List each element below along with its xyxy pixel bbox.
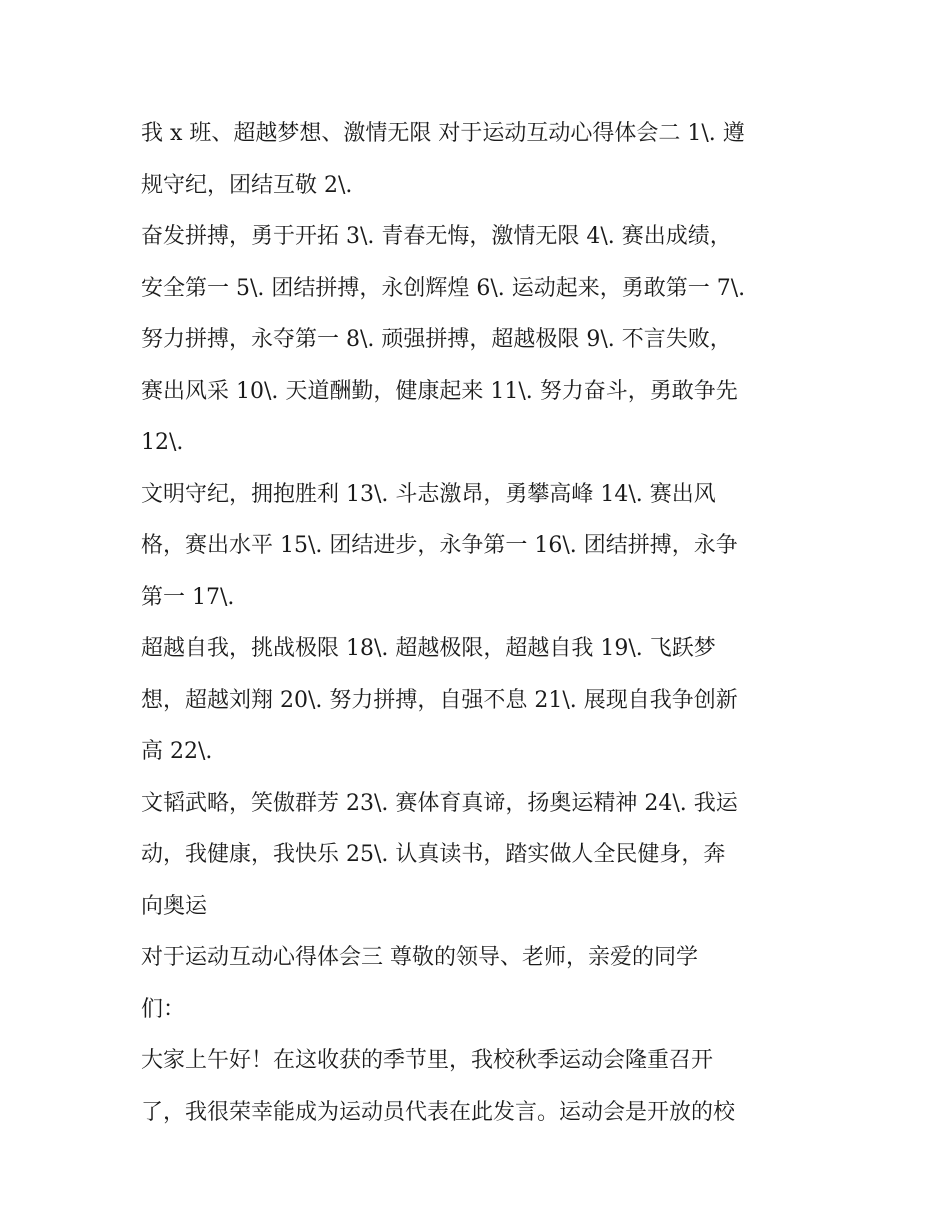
- text-line: 了，我很荣幸能成为运动员代表在此发言。运动会是开放的校: [141, 1099, 736, 1125]
- text-line: 规守纪，团结互敬 2\.: [141, 172, 353, 198]
- text-line: 高 22\.: [141, 739, 213, 764]
- text-line: 奋发拼搏，勇于开拓 3\. 青春无悔，激情无限 4\. 赛出成绩，: [141, 224, 732, 249]
- text-line: 动，我健康，我快乐 25\. 认真读书，踏实做人全民健身，奔: [141, 842, 726, 867]
- text-line: 对于运动互动心得体会三 尊敬的领导、老师，亲爱的同学: [141, 945, 698, 970]
- text-line: 12\.: [141, 430, 184, 455]
- document-body: [141, 108, 821, 1138]
- text-line: 第一 17\.: [141, 584, 235, 610]
- text-line: 向奥运: [141, 893, 208, 919]
- text-line: 安全第一 5\. 团结拼搏，永创辉煌 6\. 运动起来，勇敢第一 7\.: [141, 275, 746, 301]
- text-line: 们：: [141, 996, 186, 1022]
- text-line: 超越自我，挑战极限 18\. 超越极限，超越自我 19\. 飞跃梦: [141, 636, 716, 661]
- text-line: 大家上午好！在这收获的季节里，我校秋季运动会隆重召开: [141, 1048, 714, 1073]
- text-line: 格，赛出水平 15\. 团结进步，永争第一 16\. 团结拼搏，永争: [141, 533, 738, 558]
- text-line: 赛出风采 10\. 天道酬勤，健康起来 11\. 努力奋斗，勇敢争先: [141, 378, 738, 404]
- text-line: 文韬武略，笑傲群芳 23\. 赛体育真谛，扬奥运精神 24\. 我运: [141, 790, 738, 816]
- text-line: 想，超越刘翔 20\. 努力拼搏，自强不息 21\. 展现自我争创新: [141, 687, 738, 713]
- text-line: 我 x 班、超越梦想、激情无限 对于运动互动心得体会二 1\. 遵: [141, 121, 745, 146]
- text-line: 努力拼搏，永夺第一 8\. 顽强拼搏，超越极限 9\. 不言失败，: [141, 327, 732, 352]
- text-line: 文明守纪，拥抱胜利 13\. 斗志激昂，勇攀高峰 14\. 赛出风: [141, 481, 716, 507]
